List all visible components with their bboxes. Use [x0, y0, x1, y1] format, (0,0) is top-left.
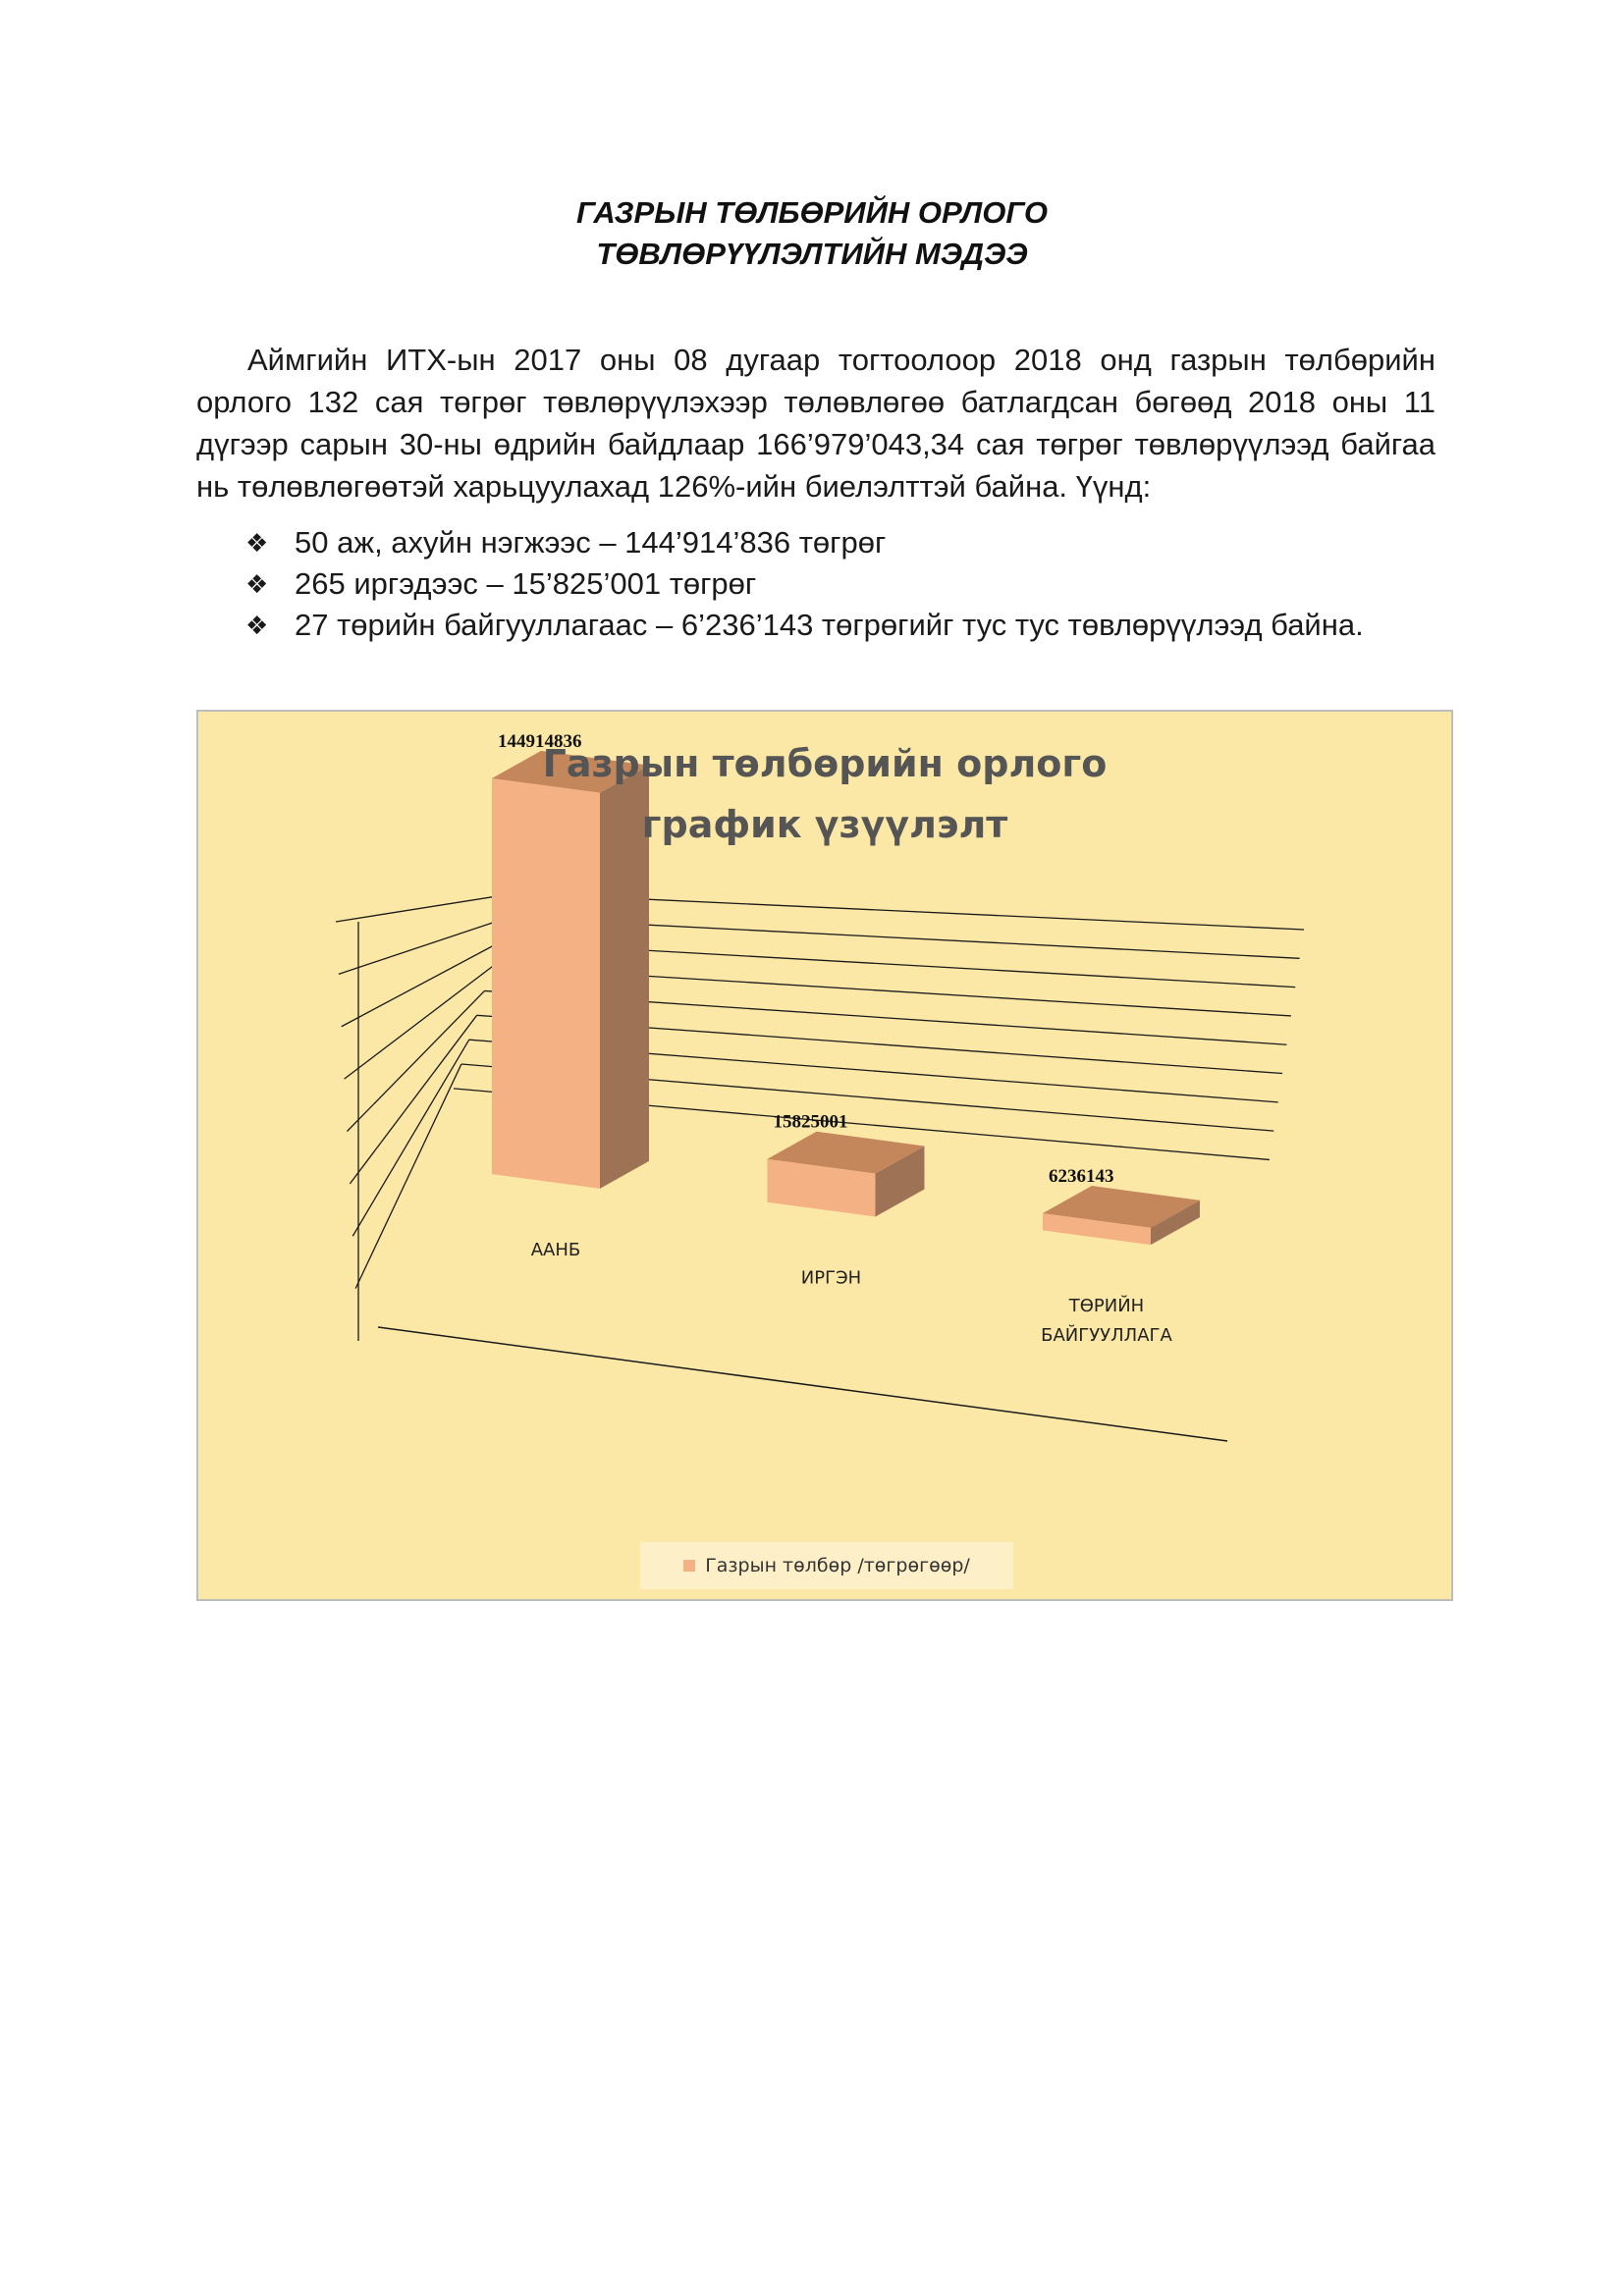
- title-line-1: ГАЗРЫН ТӨЛБӨРИЙН ОРЛОГО: [575, 195, 1049, 230]
- chart-title: [198, 730, 1451, 855]
- bullet-text: 50 аж, ахуйн нэгжээс – 144’914’836 төгрөг: [295, 525, 887, 560]
- chart-title-line-2: график үзүүлэлт: [641, 803, 1008, 846]
- list-item: [245, 522, 1435, 563]
- gridline: [345, 967, 493, 1080]
- bullet-text: 265 иргэдээс – 15’825’001 төгрөг: [295, 566, 757, 601]
- legend-swatch: [683, 1560, 695, 1572]
- list-item: [245, 563, 1435, 605]
- category-label: ИРГЭН: [800, 1267, 862, 1289]
- legend-label: Газрын төлбөр /төгрөгөөр/: [705, 1555, 970, 1576]
- data-label: 15825001: [773, 1111, 848, 1133]
- category-label: ААНБ: [530, 1239, 581, 1260]
- diamond-bullet-icon: ❖: [245, 611, 269, 640]
- bullet-list: [245, 522, 1435, 646]
- diamond-bullet-icon: ❖: [245, 528, 269, 558]
- data-label: 6236143: [1048, 1166, 1114, 1188]
- gridline: [336, 893, 515, 922]
- list-item: [245, 605, 1435, 646]
- gridline: [355, 1064, 461, 1289]
- bullet-text: 27 төрийн байгууллагаас – 6’236’143 төгрөгийг тус тус төвлөрүүлээд байна.: [295, 608, 1364, 642]
- diamond-bullet-icon: ❖: [245, 569, 269, 599]
- category-label: БАЙГУУЛЛАГА: [1041, 1325, 1172, 1347]
- gridline: [342, 942, 501, 1027]
- gridline: [339, 918, 508, 975]
- category-label: ТӨРИЙН: [1068, 1296, 1145, 1317]
- gridline: [352, 1040, 469, 1236]
- intro-paragraph: Аймгийн ИТХ-ын 2017 оны 08 дугаар тогтоолоор 2018 онд газрын төлбөрийн орлого 132 сая төгрөг төвлөрүүлэхээр төлөвлөгөө батлагдсан бөгөөд 2018 оны 11 дүгээр сарын 30-ны өдрийн байдлаар 166’979’043,34 сая төгрөг төвлөрүүлээд байгаа нь төлөвлөгөөтэй харьцуулахад 126%-ийн биелэлттэй байна. Үүнд:: [196, 343, 1435, 504]
- chart-legend: [640, 1542, 1013, 1589]
- chart-title-line-1: Газрын төлбөрийн орлого: [542, 742, 1108, 785]
- document-title: [0, 192, 1624, 275]
- gridline: [350, 1015, 476, 1184]
- data-label: 144914836: [498, 730, 582, 752]
- chart: [196, 710, 1453, 1601]
- title-line-2: ТӨВЛӨРҮҮЛЭЛТИЙН МЭДЭЭ: [596, 237, 1028, 271]
